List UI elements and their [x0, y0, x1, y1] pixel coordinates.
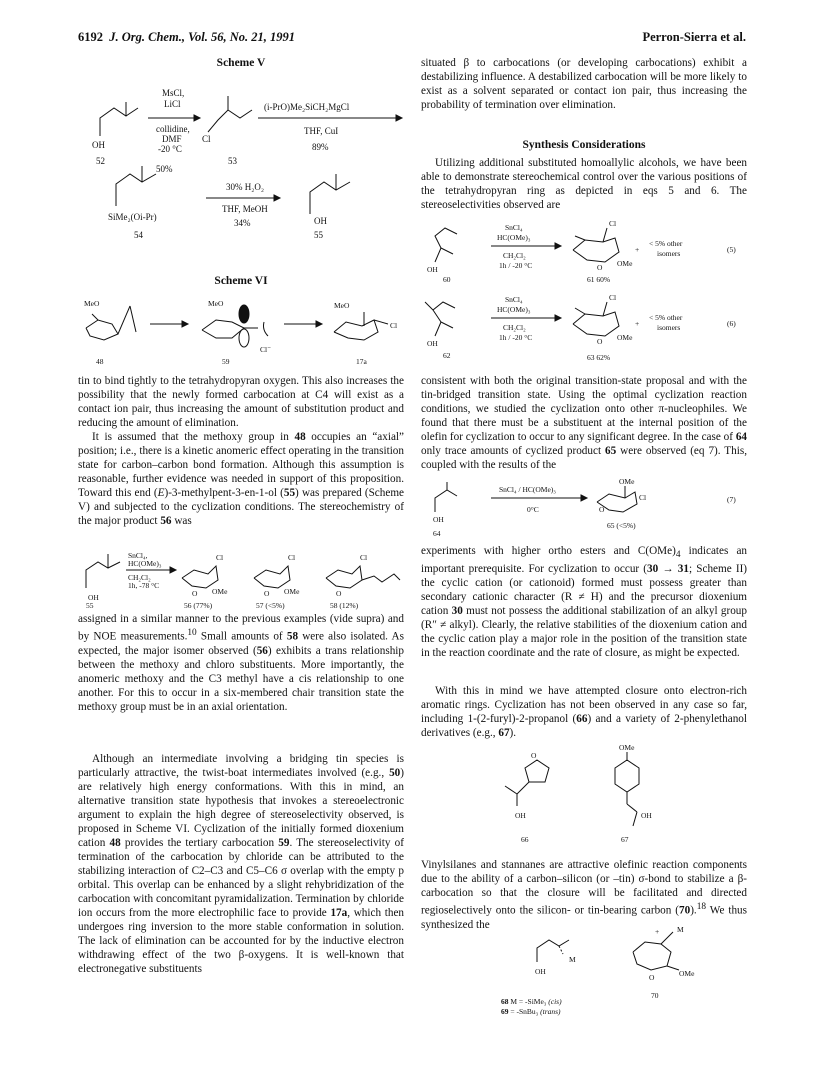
m-label-68: M	[569, 955, 576, 964]
temperature-eq7: 0°C	[527, 505, 539, 514]
compound-54-label: 54	[134, 230, 143, 240]
paragraph-pi-nucleophiles: consistent with both the original transition-state proposal and with the tin-bridged transition state. Using the optimal cyclization reaction conditions, we studied the cyclization onto other π-nucleophiles. We found that there must be a substituent at the internal position of the olefin for cyclization to occur to any significant degree. In the case of 64 only trace amounts of cyclized product 65 were observed (eq 7). This, coupled with the results of the	[421, 375, 747, 471]
product-58-ring	[326, 566, 362, 588]
oh-label-68: OH	[535, 967, 546, 976]
compound-48-label: 48	[96, 357, 104, 366]
product-57-ring	[254, 566, 290, 588]
chloride-label-59: Cl⁻	[260, 345, 272, 354]
yield-1: 50%	[156, 164, 173, 174]
cl-label-61: Cl	[609, 219, 617, 228]
other-isomers-eq6: < 5% other	[649, 313, 683, 322]
oh-label-66: OH	[515, 811, 526, 820]
reagent-grignard: (i-PrO)Me₂SiCH₂MgCl	[264, 102, 350, 112]
journal-citation: J. Org. Chem., Vol. 56, No. 21, 1991	[109, 30, 296, 44]
ome-label-70: OMe	[679, 969, 695, 978]
paragraph-aromatic-rings: With this in mind we have attempted closure onto electron-rich aromatic rings. Cyclization has not been observed in any case so far, including 1-(2-furyl)-2-propanol (66) and a variety of 2-phenylethanol derivatives (e.g., 67).	[421, 685, 747, 739]
equation-number-5: (5)	[727, 245, 736, 254]
reagent-licl: LiCl	[164, 99, 181, 109]
ome-label-57: OMe	[284, 587, 300, 596]
carbocation-59-ring	[202, 320, 244, 338]
scheme-vi-figure	[78, 292, 404, 366]
compound-62-skeleton	[433, 302, 455, 336]
reagent-sncl4-eq5: SnCl₄	[505, 223, 523, 232]
dioxenium-48-ring	[86, 320, 118, 340]
ome-label-63: OMe	[617, 333, 633, 342]
equation-5-figure	[421, 216, 747, 282]
product-56-ring	[182, 566, 218, 588]
reagent-dmf: DMF	[162, 134, 182, 144]
paragraph-noe-assignment: assigned in a similar manner to the previous examples (vide supra) and by NOE measurements.$^{10}$ Small amounts of 58 were also isolated. As expected, the major isomer observed (56) exhibits a trans relationship between the methoxy and chloro substituents. More importantly, the anomeric methoxy and the C3 methyl have a cis relationship to one another. For this to occur in a six-membered chair transition state the methoxy group must be in an axial orientation.	[78, 613, 405, 713]
o-label-56: O	[192, 589, 198, 598]
compound-60-label: 60	[443, 275, 451, 284]
other-isomers-eq5: < 5% other	[649, 239, 683, 248]
compound-59-label: 59	[222, 357, 230, 366]
compound-52-label: 52	[96, 156, 105, 166]
reagent-conditions-eq6: 1h / -20 °C	[499, 333, 533, 342]
si-label-54: SiMe₂(Oi-Pr)	[108, 212, 157, 222]
compound-55-label-rxn: 55	[86, 601, 94, 610]
scheme-v-title: Scheme V	[216, 57, 266, 69]
ome-label-61: OMe	[617, 259, 633, 268]
compound-65-label: 65 (<5%)	[607, 521, 636, 530]
compound-61-label: 61 60%	[587, 275, 611, 284]
oh-label-60: OH	[427, 265, 438, 274]
ome-label-56: OMe	[212, 587, 228, 596]
section-heading-synthesis: Synthesis Considerations	[522, 139, 646, 151]
compound-63-label: 63 62%	[587, 353, 611, 362]
compound-64-label: 64	[433, 529, 441, 538]
cl-label-56: Cl	[216, 553, 224, 562]
reagent-thf-meoh: THF, MeOH	[222, 204, 268, 214]
oh-label-64: OH	[433, 515, 444, 524]
furan-ring-66	[525, 760, 549, 782]
compound-53-label: 53	[228, 156, 237, 166]
header-left	[78, 30, 295, 45]
cyclization-55-figure	[78, 546, 404, 610]
o-label-66: O	[531, 751, 537, 760]
oh-label-55: OH	[314, 216, 327, 226]
o-label-61: O	[597, 263, 603, 272]
reagent-temp1: -20 °C	[158, 144, 182, 154]
reagent-orthoester-eq5: HC(OMe)₃	[497, 233, 531, 242]
reagent-sncl4-rxn: SnCl₄,	[128, 551, 148, 560]
reagent-conditions-rxn: 1h, -78 °C	[128, 581, 160, 590]
oh-label-67: OH	[641, 811, 652, 820]
scheme-vi-title: Scheme VI	[214, 275, 268, 287]
compound-55-skeleton	[310, 182, 350, 214]
reagent-mscl: MsCl,	[162, 88, 185, 98]
cl-label-53: Cl	[202, 134, 211, 144]
compound-56-label: 56 (77%)	[184, 601, 213, 610]
reagent-thf-cui: THF, CuI	[304, 126, 339, 136]
compound-58-label: 58 (12%)	[330, 601, 359, 610]
oxocarbenium-70-ring	[633, 942, 671, 970]
compound-52-skeleton	[100, 108, 138, 136]
compound-55-label: 55	[314, 230, 323, 240]
o-label-70: O	[649, 973, 655, 982]
other-isomers2-eq6: isomers	[657, 323, 681, 332]
compound-66-label: 66	[521, 835, 529, 844]
cl-label-63: Cl	[609, 293, 617, 302]
structures-68-70-figure	[421, 918, 747, 1022]
structures-66-67-figure	[421, 743, 747, 846]
reagent-conditions-eq5: 1h / -20 °C	[499, 261, 533, 270]
o-label-57: O	[264, 589, 270, 598]
compound-70-label: 70	[651, 991, 659, 1000]
paragraph-axial-methoxy: It is assumed that the methoxy group in 48 occupies an “axial” position; i.e., there is a kinetic anomeric effect operating in the transition state for carbon–carbon bond formation. Although this assumption is reasonable, further evidence was needed in support of this proposition. Toward this end (E)-3-methylpent-3-en-1-ol (55) was prepared (Scheme V) and subjected to the cyclization conditions. The stereochemistry of the major product 56 was	[78, 431, 404, 527]
compound-64-skeleton	[435, 490, 457, 512]
running-header	[78, 30, 746, 48]
reagent-orthoester-eq6: HC(OMe)₃	[497, 305, 531, 314]
cl-label-58: Cl	[360, 553, 368, 562]
benzene-ring-67	[615, 760, 639, 792]
plus-label-70: +	[655, 927, 660, 936]
yield-3: 34%	[234, 218, 251, 228]
meo-label-59: MeO	[208, 299, 224, 308]
product-61-ring	[573, 238, 619, 262]
cl-label-65: Cl	[639, 493, 647, 502]
m-label-70: M	[677, 925, 684, 934]
paragraph-vinylsilanes: Vinylsilanes and stannanes are attractive olefinic reaction components due to the ability of a carbon–silicon (or –tin) σ-bond to stabilize a β-carbocation so that the closure will be facilitated and directed regioselectively onto the silicon- or tin-bearing carbon (70).$^{18}$ We thus synthesized the	[421, 859, 747, 931]
header-authors: Perron-Sierra et al.	[642, 30, 746, 44]
paragraph-destabilized-carbocation: situated β to carbocations (or developing carbocations) exhibit a destabilizing influence. A destabilized carbocation will be more likely to exist as a solvent separated or contact ion pair, thus increasing the probability of termination over elimination.	[421, 57, 747, 111]
product-17a-ring	[334, 320, 378, 340]
paragraph-ortho-esters: experiments with higher ortho esters and $C(OMe)_4$ indicates an important prerequisite. For cyclization to occur (30 → 31; Scheme II) the cyclic cation (or cationoid) formed must possess greater than secondary cationic character (R ≠ H) and the precursor dioxenium cation 30 must not possess the additional stabilization of an alkyl group (R″ ≠ alkyl). Clearly, the relative stabilities of the dioxenium cation and the cyclic cation play a major role in the position of the transition state in the reaction coordinate and the rate of closure, as might be expected.	[421, 545, 748, 660]
o-label-65: O	[599, 505, 605, 514]
reagent-solvent-eq5: CH₂Cl₂	[503, 251, 526, 260]
meo-label-17a: MeO	[334, 301, 350, 310]
cl-label-57: Cl	[288, 553, 296, 562]
cl-label-17a: Cl	[390, 321, 398, 330]
reagent-eq7: SnCl₄ / HC(OMe)₃	[499, 485, 556, 494]
compound-53-skeleton	[208, 110, 252, 132]
reagent-h2o2: 30% H₂O₂	[226, 182, 265, 192]
compound-62-label: 62	[443, 351, 451, 360]
oh-label-52: OH	[92, 140, 105, 150]
equation-6-figure	[421, 288, 747, 362]
other-isomers2-eq5: isomers	[657, 249, 681, 258]
product-63-ring	[573, 312, 619, 336]
scheme-v-figure	[78, 74, 404, 242]
paragraph-stereochemical-control: Utilizing additional substituted homoallylic alcohols, we have been able to demonstrate stereochemical control over the various positions of the tetrahydropyran ring as depicted in eqs 5 and 6. The stereoselectivities observed are	[421, 157, 747, 211]
ome-label-65: OMe	[619, 477, 635, 486]
reagent-solvent-eq6: CH₂Cl₂	[503, 323, 526, 332]
plus-eq6: +	[635, 319, 640, 328]
paragraph-transition-state: Although an intermediate involving a bridging tin species is particularly attractive, the twist-boat intermediates involved (e.g., 50) are relatively high energy conformations. With this in mind, an alternative transition state hypothesis that invokes a stereoelectronic argument to explain the high degree of stereoselectivity observed, is proposed in Scheme VI. Cyclization of the initially formed dioxenium cation 48 provides the tertiary carbocation 59. The stereoselectivity of termination of the carbocation by chloride can be attributed to the stabilizing interaction of C2–C3 and C5–C6 σ overlap with the empty p orbital. This overlap can be enhanced by a slight rehybridization of the carbocation with concomitant pyramidalization. Termination by chloride ion occurs from the more electrophilic face to provide 17a, which then undergoes ring inversion to the more stable conformation in solution. The lack of elimination can be accounted for by the inductive electron withdrawing effect of the two β-oxygens. It is well-known that electronegative substituents	[78, 753, 404, 975]
yield-2: 89%	[312, 142, 329, 152]
plus-eq5: +	[635, 245, 640, 254]
page-number: 6192	[78, 30, 103, 44]
legend-68: 68 M = -SiMe₃ (cis)	[501, 997, 562, 1006]
ome-label-67: OMe	[619, 743, 635, 752]
legend-69: 69 = -SnBu₃ (trans)	[501, 1007, 561, 1016]
equation-number-7: (7)	[727, 495, 736, 504]
compound-68-69-skeleton	[537, 940, 569, 962]
paragraph-tin-binding: tin to bind tightly to the tetrahydropyran oxygen. This also increases the possibility that the newly formed carbocation at C4 will exist as a contact ion pair, thus increasing the amount of substitution product and reducing the amount of elimination.	[78, 375, 404, 429]
oh-label-55-rxn: OH	[88, 593, 99, 602]
compound-54-skeleton	[116, 174, 156, 206]
meo-label-48: MeO	[84, 299, 100, 308]
reagent-orthoester-rxn: HC(OMe)₃	[128, 559, 162, 568]
o-label-63: O	[597, 337, 603, 346]
o-label-58: O	[336, 589, 342, 598]
compound-17a-label: 17a	[356, 357, 367, 366]
compound-57-label: 57 (<5%)	[256, 601, 285, 610]
compound-60-skeleton	[435, 228, 457, 262]
equation-number-6: (6)	[727, 319, 736, 328]
oh-label-62: OH	[427, 339, 438, 348]
reagent-solvent-rxn: CH₂Cl₂	[128, 573, 151, 582]
equation-7-figure	[421, 476, 747, 536]
reagent-collidine: collidine,	[156, 124, 190, 134]
reagent-sncl4-eq6: SnCl₄	[505, 295, 523, 304]
compound-67-label: 67	[621, 835, 629, 844]
compound-55-skeleton-rxn	[86, 562, 120, 588]
